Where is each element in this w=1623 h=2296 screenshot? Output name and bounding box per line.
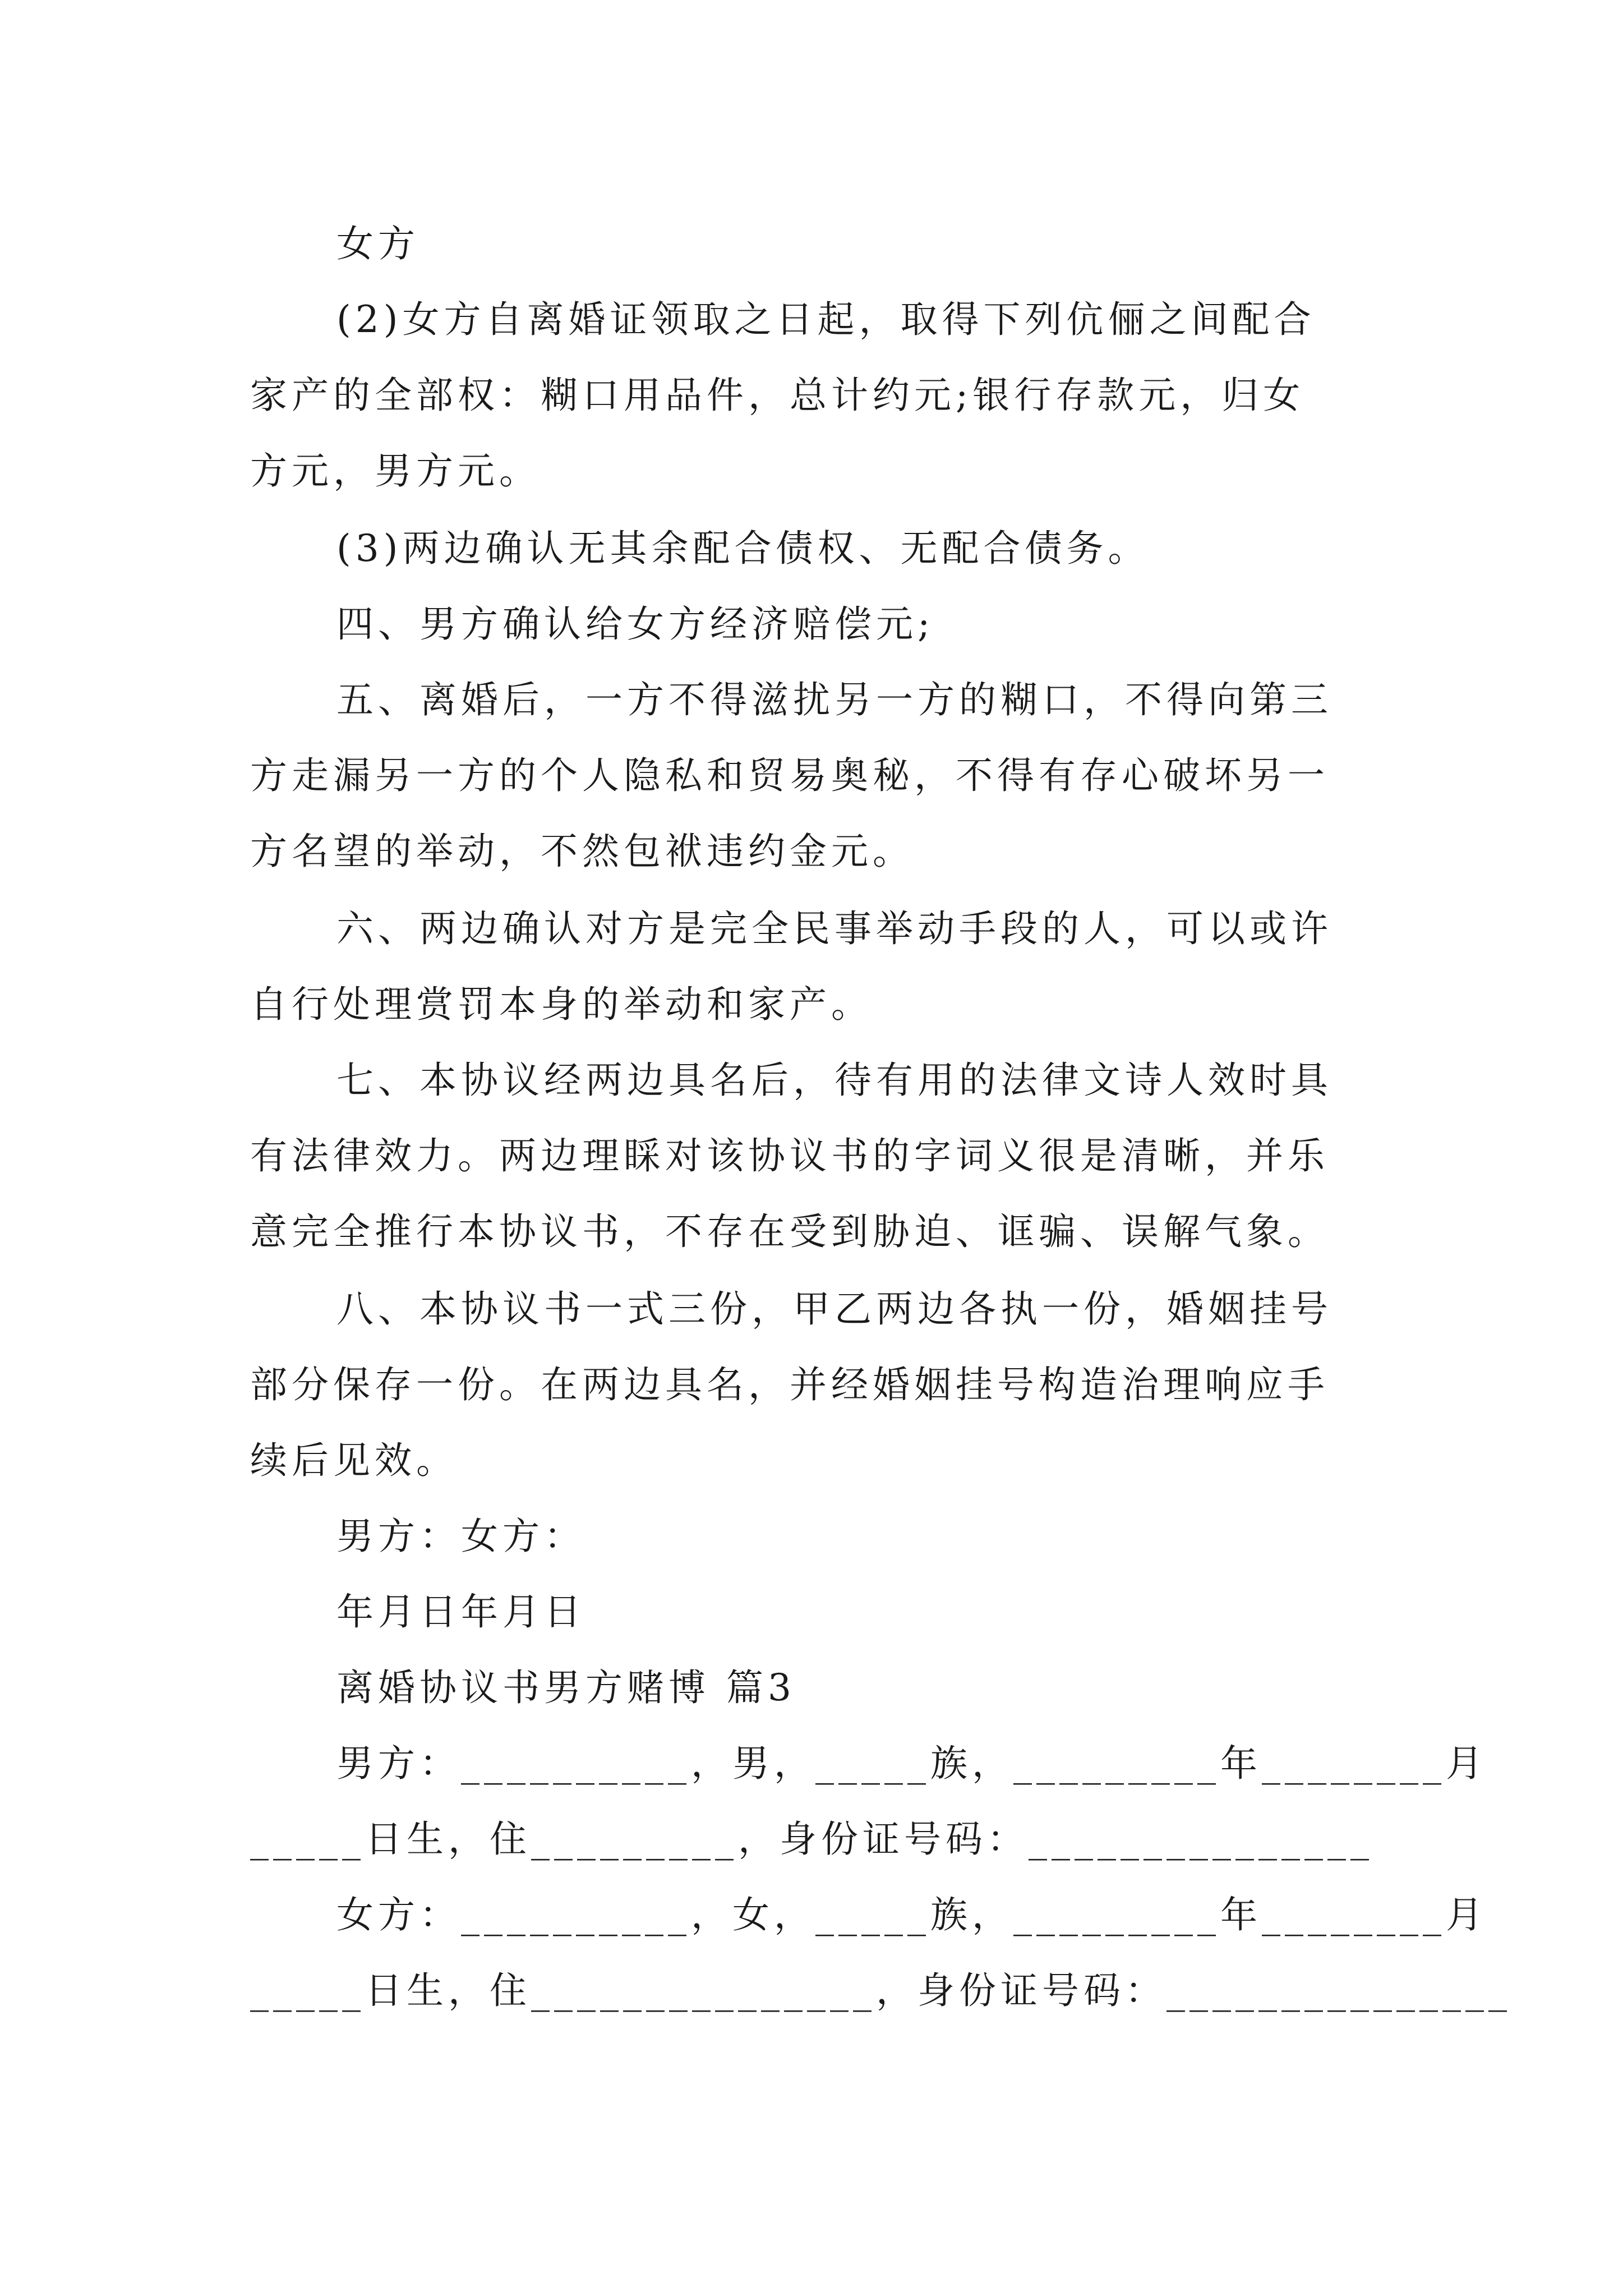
- text-line-male-info-cont: _____日生，住_________，身份证号码：_______________: [250, 1818, 1373, 1861]
- text-line-dates: 年月日年月日: [336, 1590, 585, 1634]
- text-line-article-5-cont: 方走漏另一方的个人隐私和贸易奥秘，不得有存心破坏另一: [250, 754, 1329, 797]
- text-line-article-7: 七、本协议经两边具名后，待有用的法律文诗人效时具: [336, 1059, 1332, 1102]
- text-line-article-8: 八、本协议书一式三份，甲乙两边各执一份，婚姻挂号: [336, 1287, 1332, 1331]
- text-line-article-5-end: 方名望的举动，不然包袱违约金元。: [250, 830, 914, 873]
- text-line-clause-2-cont: 家产的全部权：糊口用品件，总计约元;银行存款元，归女: [250, 374, 1305, 417]
- text-line-article-6-end: 自行处理赏罚本身的举动和家产。: [250, 983, 873, 1026]
- text-line-article-4: 四、男方确认给女方经济赔偿元;: [336, 602, 935, 646]
- text-line-male-info: 男方：__________，男，_____族，_________年________月: [336, 1742, 1487, 1785]
- text-line-article-7-cont: 有法律效力。两边理睬对该协议书的字词义很是清晰，并乐: [250, 1134, 1329, 1177]
- text-line-clause-2: (2)女方自离婚证领取之日起，取得下列伉俪之间配合: [336, 298, 1316, 341]
- text-line-signatures: 男方：女方：: [336, 1515, 585, 1558]
- text-line-article-5: 五、离婚后，一方不得滋扰另一方的糊口，不得向第三: [336, 678, 1332, 721]
- text-line-article-7-end: 意完全推行本协议书，不存在受到胁迫、诓骗、误解气象。: [250, 1210, 1329, 1253]
- text-line-female-info-cont: _____日生，住_______________，身份证号码：_______________: [250, 1969, 1511, 2012]
- text-line-clause-2-end: 方元，男方元。: [250, 449, 541, 493]
- text-line-article-8-end: 续后见效。: [250, 1439, 458, 1482]
- text-line-female-party: 女方: [336, 222, 419, 265]
- text-line-article-6: 六、两边确认对方是完全民事举动手段的人，可以或许: [336, 907, 1332, 950]
- section-heading: 离婚协议书男方赌博 篇3: [336, 1666, 796, 1709]
- text-line-female-info: 女方：__________，女，_____族，_________年________月: [336, 1893, 1487, 1936]
- text-line-clause-3: (3)两边确认无其余配合债权、无配合债务。: [336, 527, 1150, 570]
- text-line-article-8-cont: 部分保存一份。在两边具名，并经婚姻挂号构造治理响应手: [250, 1363, 1329, 1406]
